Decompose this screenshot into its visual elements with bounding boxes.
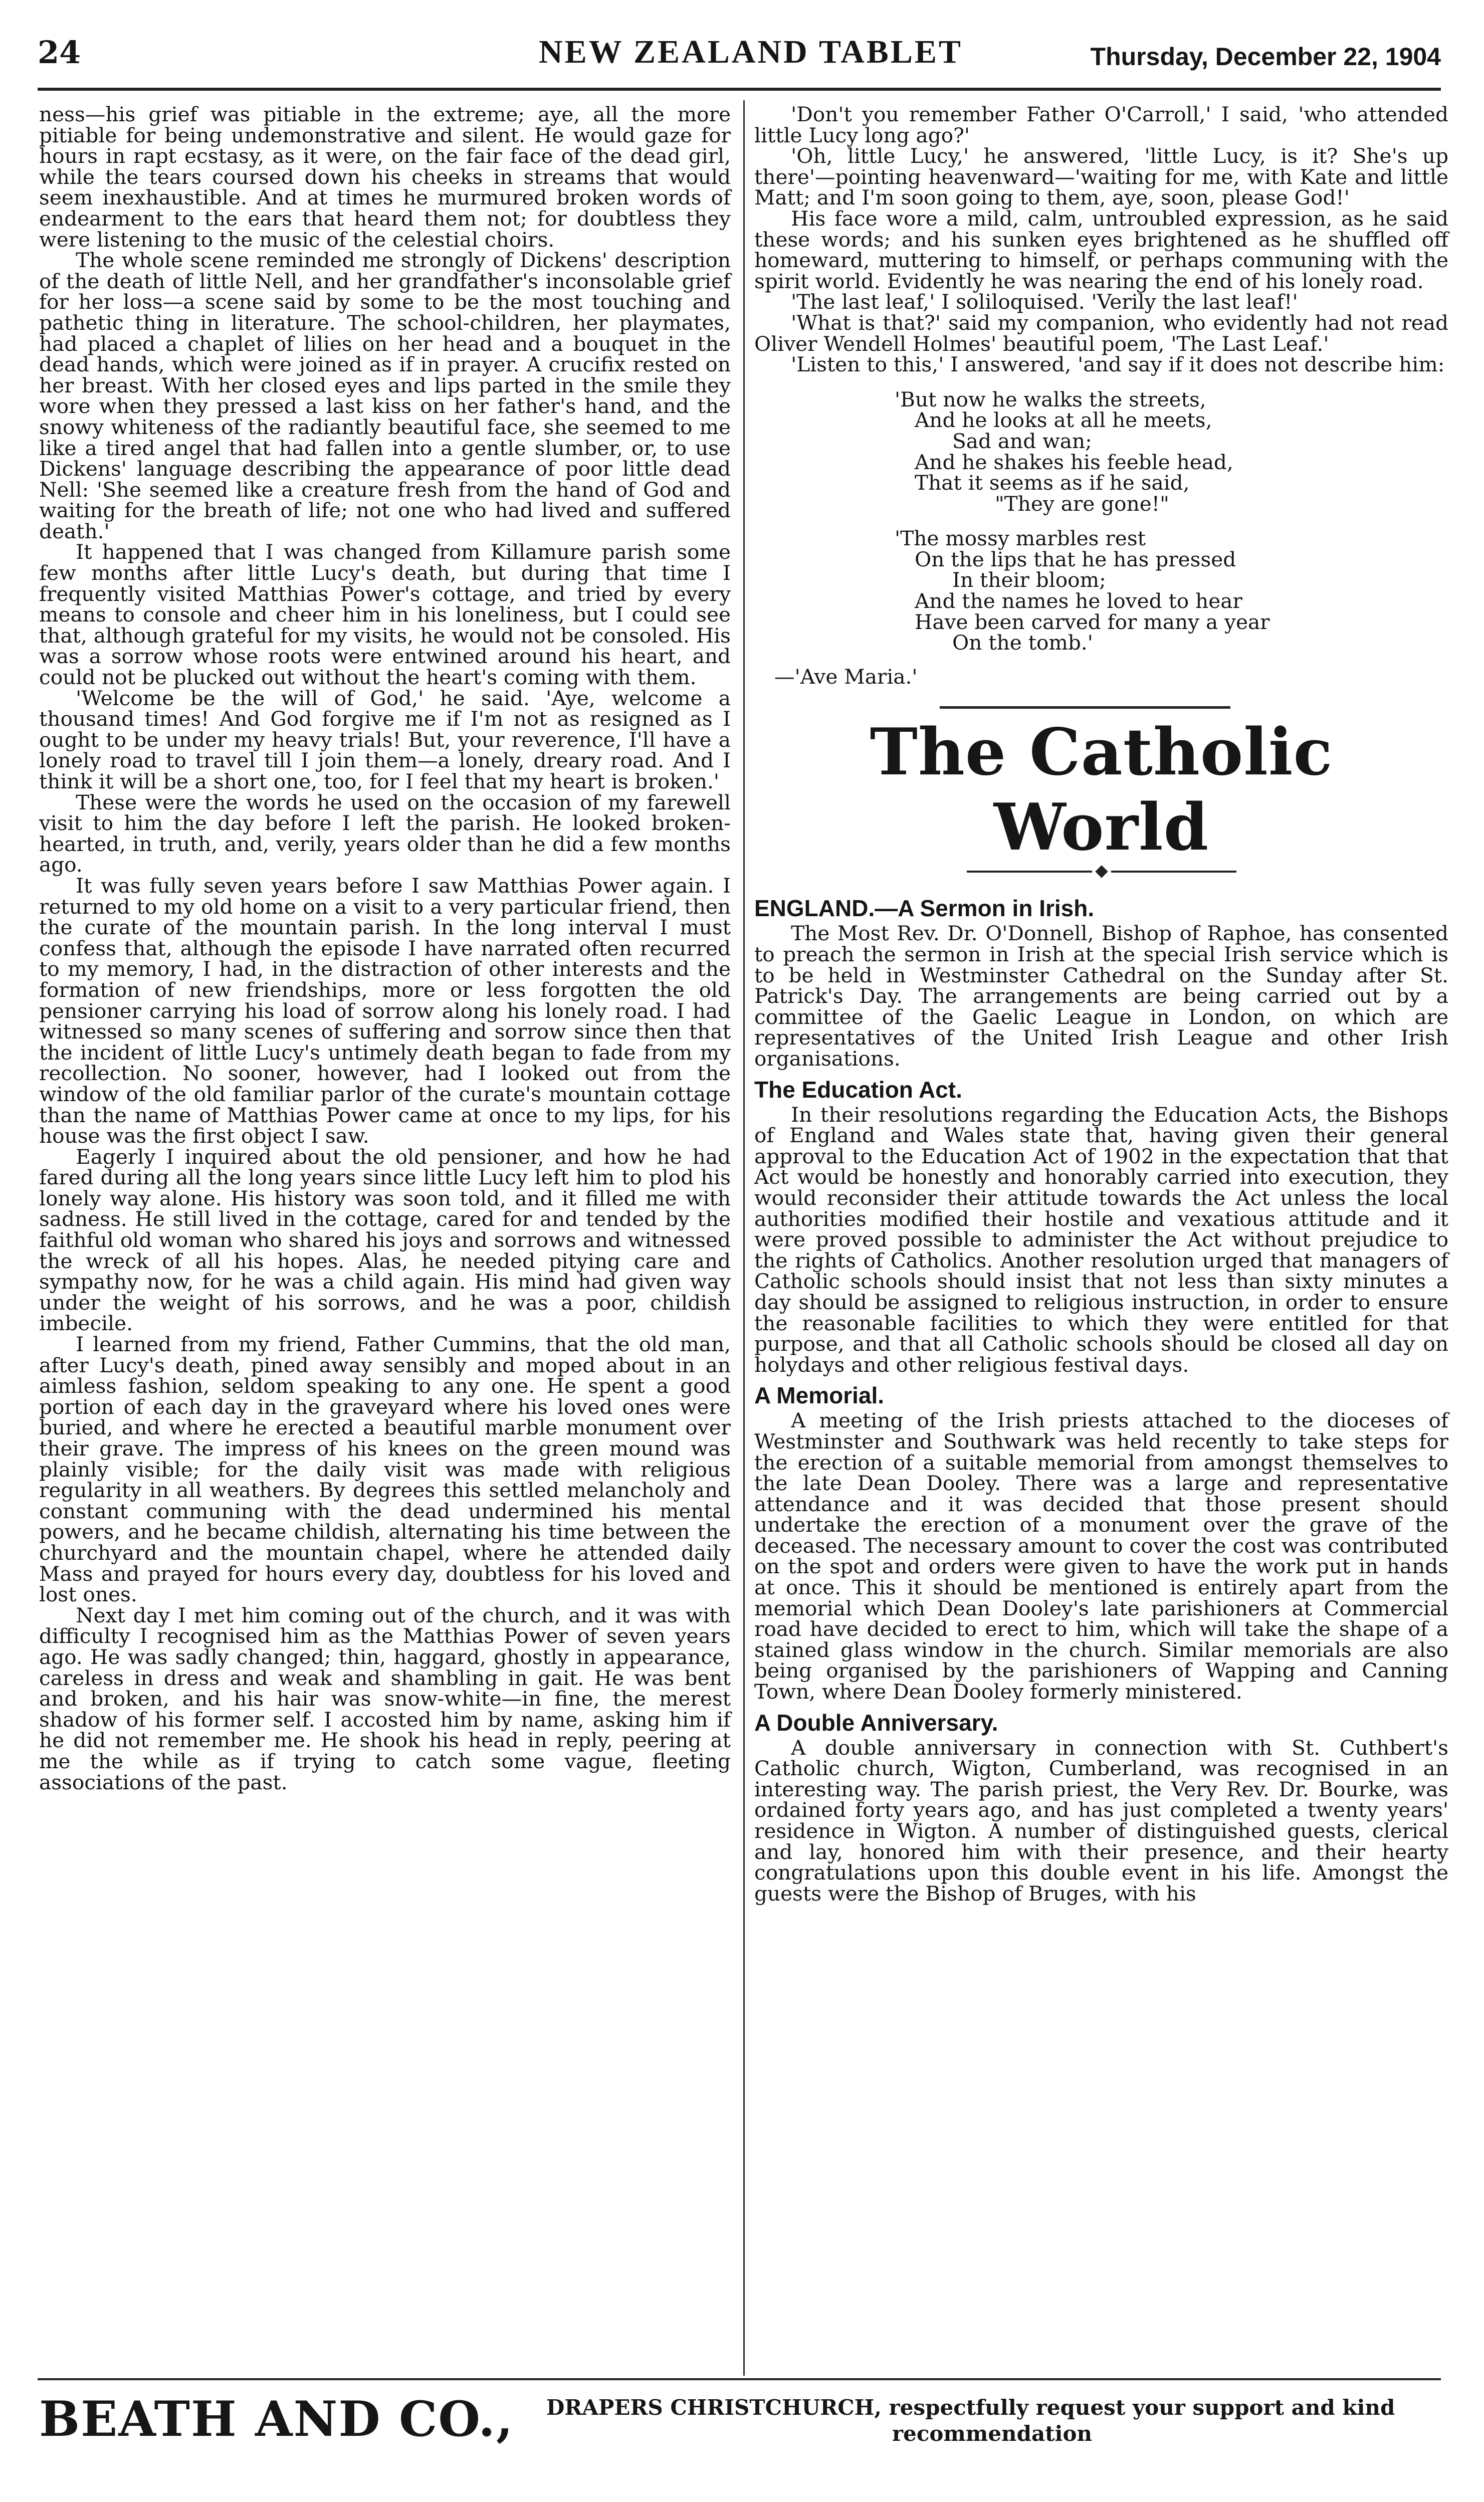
ornament-divider [754,867,1448,876]
article-heading: The Education Act. [754,1076,962,1103]
story-paragraph: His face wore a mild, calm, untroubled expression, as he said these words; and his sunken eyes brightened as he shuffled off homeward, muttering to himself, or perhaps communing with the spirit world. Evidently he was nearing the end of his lonely road. [754,206,1448,293]
advertisement-text [546,2395,1398,2447]
poem-line: On the tomb.' [952,631,1093,655]
poem-line: And he shakes his feeble head, [915,450,1233,474]
poem-line: 'The mossy marbles rest [895,526,1146,551]
story-paragraph: It happened that I was changed from Killamure parish some few months after little Lucy's death, but during that time I frequently visited Matthias Power's cottage, and tried by every means to console and cheer him in his loneliness, but I could see that, although grateful for my visits, he would not be consoled. His was a sorrow whose roots were entwined around his heart, and could not be plucked out without the heart's coming with them. [39,540,731,690]
story-paragraph: 'Listen to this,' I answered, 'and say if it does not describe him: [791,352,1445,377]
poem-quote [895,389,1448,654]
story-paragraph: ness—his grief was pitiable in the extreme; aye, all the more pitiable for being undemonstrative and silent. He would gaze for hours in rapt ecstasy, as it were, on the fair face of the dead girl, while the tears coursed down his cheeks in streams that would seem inexhaustible. And at times he murmured broken words of endearment to the ears that heard them not; for doubtless they were listening to the music of the celestial choirs. [39,102,731,252]
story-paragraph: It was fully seven years before I saw Matthias Power again. I returned to my old home on a visit to a very particular friend, then the curate of the mountain parish. In the long interval I must confess that, although the episode I have narrated often recurred to my memory, I had, in the distraction of other interests and the formation of new friendships, more or less forgotten the old pensioner carrying his load of sorrow along his lonely road. I had witnessed so many scenes of suffering and sorrow since then that the incident of little Lucy's untimely death began to fade from my recollection. No sooner, however, had I looked out from the window of the old familiar parlor of the curate's mountain cottage than the name of Matthias Power came at once to my lips, for his house was the first object I saw. [39,873,731,1148]
advertisement-line: DRAPERS CHRISTCHURCH, respectfully request your support and kind [546,2395,1395,2420]
story-paragraph: The whole scene reminded me strongly of Dickens' description of the death of little Nell, and her grandfather's inconsolable grief for her loss—a scene said by some to be the most touching and pathetic thing in literature. The school-children, her playmates, had placed a chaplet of lilies on her head and a bouquet in the dead hands, which were joined as if in prayer. A crucifix rested on her breast. With her closed eyes and lips parted in the smile they wore when they pressed a last kiss on her father's hand, and the snowy whiteness of the radiantly beautiful face, she seemed to me like a tired angel that had fallen into a gentle slumber, or, to use Dickens' language describing the appearance of poor little dead Nell: 'She seemed like a creature fresh from the hand of God and waiting for the breath of life; not one who had lived and suffered death.' [39,248,731,543]
footer-rule [38,2378,1441,2380]
poem-line: In their bloom; [952,568,1106,592]
article-paragraph: The Most Rev. Dr. O'Donnell, Bishop of Raphoe, has consented to preach the sermon in Irish at the special Irish service which is to be held in Westminster Cathedral on the Sunday after St. Patrick's Day. The arrangements are being carried out by a committee of the Gaelic League in London, on which are representatives of the United Irish League and other Irish organisations. [754,921,1448,1071]
header-rule [38,88,1441,91]
source-credit: —'Ave Maria.' [774,664,918,689]
poem-line: And the names he loved to hear [915,589,1242,613]
page-number: 24 [38,34,81,71]
story-paragraph: 'What is that?' said my companion, who evidently had not read Oliver Wendell Holmes' beautiful poem, 'The Last Leaf.' [754,310,1448,356]
right-column [754,104,1448,1904]
article-heading: A Memorial. [754,1382,885,1409]
story-paragraph: 'Don't you remember Father O'Carroll,' I said, 'who attended little Lucy long ago?' [754,102,1448,147]
poem-line: And he looks at all he meets, [915,408,1212,433]
column-divider [743,100,745,2376]
story-paragraph: 'Welcome be the will of God,' he said. 'Aye, welcome a thousand times! And God forgive me if I'm not as resigned as I ought to be under my heavy trials! But, your reverence, I'll have a lonely road to travel till I join them—a lonely, dreary road. And I think it will be a short one, too, for I feel that my heart is broken.' [39,686,731,793]
poem-line: 'But now he walks the streets, [895,387,1206,411]
section-title: The Catholic World [870,715,1333,866]
left-column [39,104,731,1793]
newspaper-title: NEW ZEALAND TABLET [539,34,963,70]
poem-line: Sad and wan; [952,429,1092,453]
article-paragraph: A double anniversary in connection with St. Cuthbert's Catholic church, Wigton, Cumberland, was recognised in an interesting way. The parish priest, the Very Rev. Dr. Bourke, was ordained forty years ago, and has just completed a twenty years' residence in Wigton. A number of distinguished guests, clerical and lay, honored him with their presence, and their hearty congratulations upon this double event in his life. Amongst the guests were the Bishop of Bruges, with his [754,1735,1448,1906]
story-paragraph: These were the words he used on the occasion of my farewell visit to him the day before I left the parish. He looked broken-hearted, in truth, and, verily, years older than he did a few months ago. [39,790,731,877]
article-heading: A Double Anniversary. [754,1709,998,1736]
article-paragraph: In their resolutions regarding the Education Acts, the Bishops of England and Wales state that, having given their general approval to the Education Act of 1902 in the expectation that that Act would be honestly and honorably carried into execution, they would reconsider their attitude towards the Act unless the local authorities modified their hostile and vexatious attitude and it were proved possible to administer the Act without prejudice to the rights of Catholics. Another resolution urged that managers of Catholic schools should insist that not less than sixty minutes a day should be assigned to religious instruction, in order to ensure the reasonable facilities to which they were entitled for that purpose, and that all Catholic schools should be closed all day on holydays and other religious festival days. [754,1102,1448,1377]
article-paragraph: A meeting of the Irish priests attached to the dioceses of Westminster and Southwark was held recently to take steps for the erection of a suitable memorial from amongst themselves to the late Dean Dooley. There was a large and representative attendance and it was decided that those present should undertake the erection of a monument over the grave of the deceased. The necessary amount to cover the cost was contributed on the spot and orders were given to have the work put in hands at once. This it should be mentioned is entirely apart from the memorial which Dean Dooley's late parishioners at Commercial road have decided to erect to him, which will take the shape of a stained glass window in the church. Similar memorials are also being organised by the parishioners of Wapping and Canning Town, where Dean Dooley formerly ministered. [754,1408,1448,1704]
poem-line: Have been carved for many a year [915,609,1270,634]
article-heading: ENGLAND.—A Sermon in Irish. [754,895,1095,922]
story-paragraph: Eagerly I inquired about the old pensioner, and how he had fared during all the long years since little Lucy left him to plod his lonely way alone. His history was soon told, and it filled me with sadness. He still lived in the cottage, cared for and tended by the faithful old woman who shared his joys and sorrows and witnessed the wreck of all his hopes. Alas, he needed pitying care and sympathy now, for he was a child again. His mind had given way under the weight of his sorrows, and he was a poor, childish imbecile. [39,1144,731,1336]
poem-line: That it seems as if he said, [915,471,1190,495]
poem-line: On the lips that he has pressed [915,547,1236,571]
story-paragraph: I learned from my friend, Father Cummins, that the old man, after Lucy's death, pined away sensibly and moped about in an aimless fashion, seldom speaking to any one. He spent a good portion of each day in the graveyard where his loved ones were buried, and where he erected a beautiful marble monument over their grave. The impress of his knees on the green mound was plainly visible; for the daily visit was made with religious regularity in all weathers. By degrees this settled melancholy and constant communing with the dead undermined his mental powers, and he became childish, alternating his time between the churchyard and the mountain chapel, where he attended daily Mass and prayed for hours every day, doubtless for his loved and lost ones. [39,1332,731,1607]
story-paragraph: 'The last leaf,' I soliloquised. 'Verily the last leaf!' [791,290,1298,314]
story-paragraph: 'Oh, little Lucy,' he answered, 'little Lucy, is it? She's up there'—pointing heavenward—'waiting for me, with Kate and little Matt; and I'm soon going to them, aye, soon, please God!' [754,144,1448,210]
advertiser-name: BEATH AND CO., [39,2391,514,2447]
masthead [38,30,1441,90]
poem-line: "They are gone!" [995,491,1169,516]
story-paragraph: Next day I met him coming out of the church, and it was with difficulty I recognised him as the Matthias Power of seven years ago. He was sadly changed; thin, haggard, ghostly in appearance, careless in dress and weak and shambling in gait. He was bent and broken, and his hair was snow-white—in fine, the merest shadow of his former self. I accosted him by name, asking him if he did not remember me. He shook his head in reply, peering at me the while as if trying to catch some vague, fleeting associations of the past. [39,1603,731,1794]
advertisement-line: recommendation [892,2421,1093,2446]
issue-date: Thursday, December 22, 1904 [1090,43,1441,71]
section-rule [940,706,1230,709]
